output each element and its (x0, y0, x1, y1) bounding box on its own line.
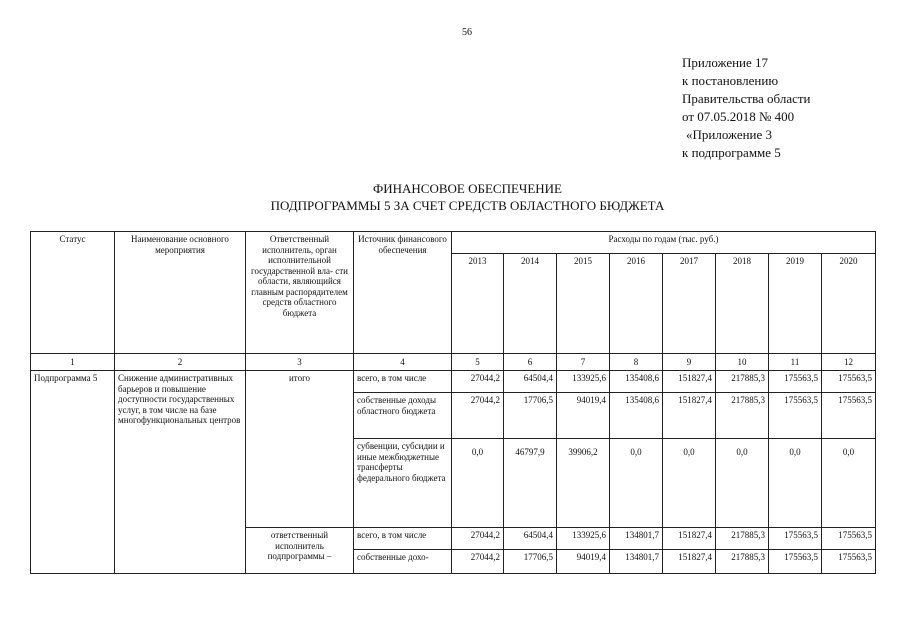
column-number: 9 (663, 354, 716, 371)
appendix-line: к постановлению (682, 73, 779, 88)
value-cell: 94019,4 (557, 550, 610, 574)
value-cell: 217885,3 (716, 528, 769, 550)
value-cell: 133925,6 (557, 528, 610, 550)
value-cell: 151827,4 (663, 550, 716, 574)
value-cell: 0,0 (822, 439, 876, 528)
value-cell: 134801,7 (610, 550, 663, 574)
value-cell: 0,0 (663, 439, 716, 528)
responsible-cell: ответственный исполнитель подпрограммы – (246, 528, 354, 574)
column-number: 6 (504, 354, 557, 371)
value-cell: 0,0 (452, 439, 504, 528)
source-cell: всего, в том числе (354, 528, 452, 550)
value-cell: 175563,5 (822, 371, 876, 393)
source-cell: всего, в том числе (354, 371, 452, 393)
measure-name-cell: Снижение административных барьеров и повышение доступности государственных услуг, в том числе на базе многофункциональных центров (115, 371, 246, 574)
value-cell: 39906,2 (557, 439, 610, 528)
source-cell: собственные дохо- (354, 550, 452, 574)
appendix-block (682, 54, 811, 162)
value-cell: 175563,5 (822, 528, 876, 550)
value-cell: 46797,9 (504, 439, 557, 528)
value-cell: 175563,5 (769, 550, 822, 574)
value-cell: 27044,2 (452, 550, 504, 574)
header-status: Статус (31, 232, 115, 354)
source-cell: собственные доходы областного бюджета (354, 393, 452, 439)
value-cell: 64504,4 (504, 528, 557, 550)
header-year: 2015 (557, 254, 610, 354)
header-responsible: Ответственный исполнитель, орган исполнительной государственной вла- сти области, являющийся главным распорядителем средств областного бюджета (246, 232, 354, 354)
value-cell: 27044,2 (452, 393, 504, 439)
appendix-line: к подпрограмме 5 (682, 145, 781, 160)
value-cell: 0,0 (769, 439, 822, 528)
value-cell: 134801,7 (610, 528, 663, 550)
column-number: 2 (115, 354, 246, 371)
header-year: 2014 (504, 254, 557, 354)
value-cell: 27044,2 (452, 371, 504, 393)
title-line: ПОДПРОГРАММЫ 5 ЗА СЧЕТ СРЕДСТВ ОБЛАСТНОГО БЮДЖЕТА (270, 198, 665, 213)
value-cell: 0,0 (716, 439, 769, 528)
title-line: ФИНАНСОВОЕ ОБЕСПЕЧЕНИЕ (372, 181, 563, 196)
appendix-line: Правительства области (682, 91, 811, 106)
appendix-line: Приложение 17 (682, 55, 769, 70)
value-cell: 64504,4 (504, 371, 557, 393)
value-cell: 217885,3 (716, 371, 769, 393)
value-cell: 135408,6 (610, 371, 663, 393)
header-year: 2016 (610, 254, 663, 354)
value-cell: 217885,3 (716, 393, 769, 439)
column-number: 12 (822, 354, 876, 371)
value-cell: 175563,5 (822, 550, 876, 574)
column-number: 4 (354, 354, 452, 371)
source-cell: субвенции, субсидии и иные межбюджетные трансферты федерального бюджета (354, 439, 452, 528)
page-number: 56 (462, 27, 472, 38)
header-year: 2017 (663, 254, 716, 354)
column-number-row (31, 354, 876, 371)
table-row (31, 371, 876, 393)
document-title (0, 180, 905, 214)
appendix-line: «Приложение 3 (686, 127, 773, 142)
header-year: 2019 (769, 254, 822, 354)
column-number: 1 (31, 354, 115, 371)
value-cell: 17706,5 (504, 550, 557, 574)
appendix-line: от 07.05.2018 № 400 (682, 109, 795, 124)
column-number: 3 (246, 354, 354, 371)
value-cell: 94019,4 (557, 393, 610, 439)
value-cell: 217885,3 (716, 550, 769, 574)
value-cell: 133925,6 (557, 371, 610, 393)
header-year: 2018 (716, 254, 769, 354)
financing-table (30, 231, 876, 574)
header-expenses: Расходы по годам (тыс. руб.) (452, 232, 876, 254)
status-cell: Подпрограмма 5 (31, 371, 115, 574)
header-source: Источник финансового обеспечения (354, 232, 452, 354)
column-number: 8 (610, 354, 663, 371)
responsible-cell: итого (246, 371, 354, 528)
value-cell: 0,0 (610, 439, 663, 528)
value-cell: 151827,4 (663, 528, 716, 550)
column-number: 7 (557, 354, 610, 371)
value-cell: 135408,6 (610, 393, 663, 439)
value-cell: 27044,2 (452, 528, 504, 550)
column-number: 5 (452, 354, 504, 371)
value-cell: 175563,5 (769, 371, 822, 393)
header-year: 2013 (452, 254, 504, 354)
value-cell: 151827,4 (663, 371, 716, 393)
value-cell: 151827,4 (663, 393, 716, 439)
column-number: 11 (769, 354, 822, 371)
column-number: 10 (716, 354, 769, 371)
header-name: Наименование основного мероприятия (115, 232, 246, 354)
value-cell: 175563,5 (822, 393, 876, 439)
value-cell: 175563,5 (769, 393, 822, 439)
value-cell: 17706,5 (504, 393, 557, 439)
value-cell: 175563,5 (769, 528, 822, 550)
header-year: 2020 (822, 254, 876, 354)
